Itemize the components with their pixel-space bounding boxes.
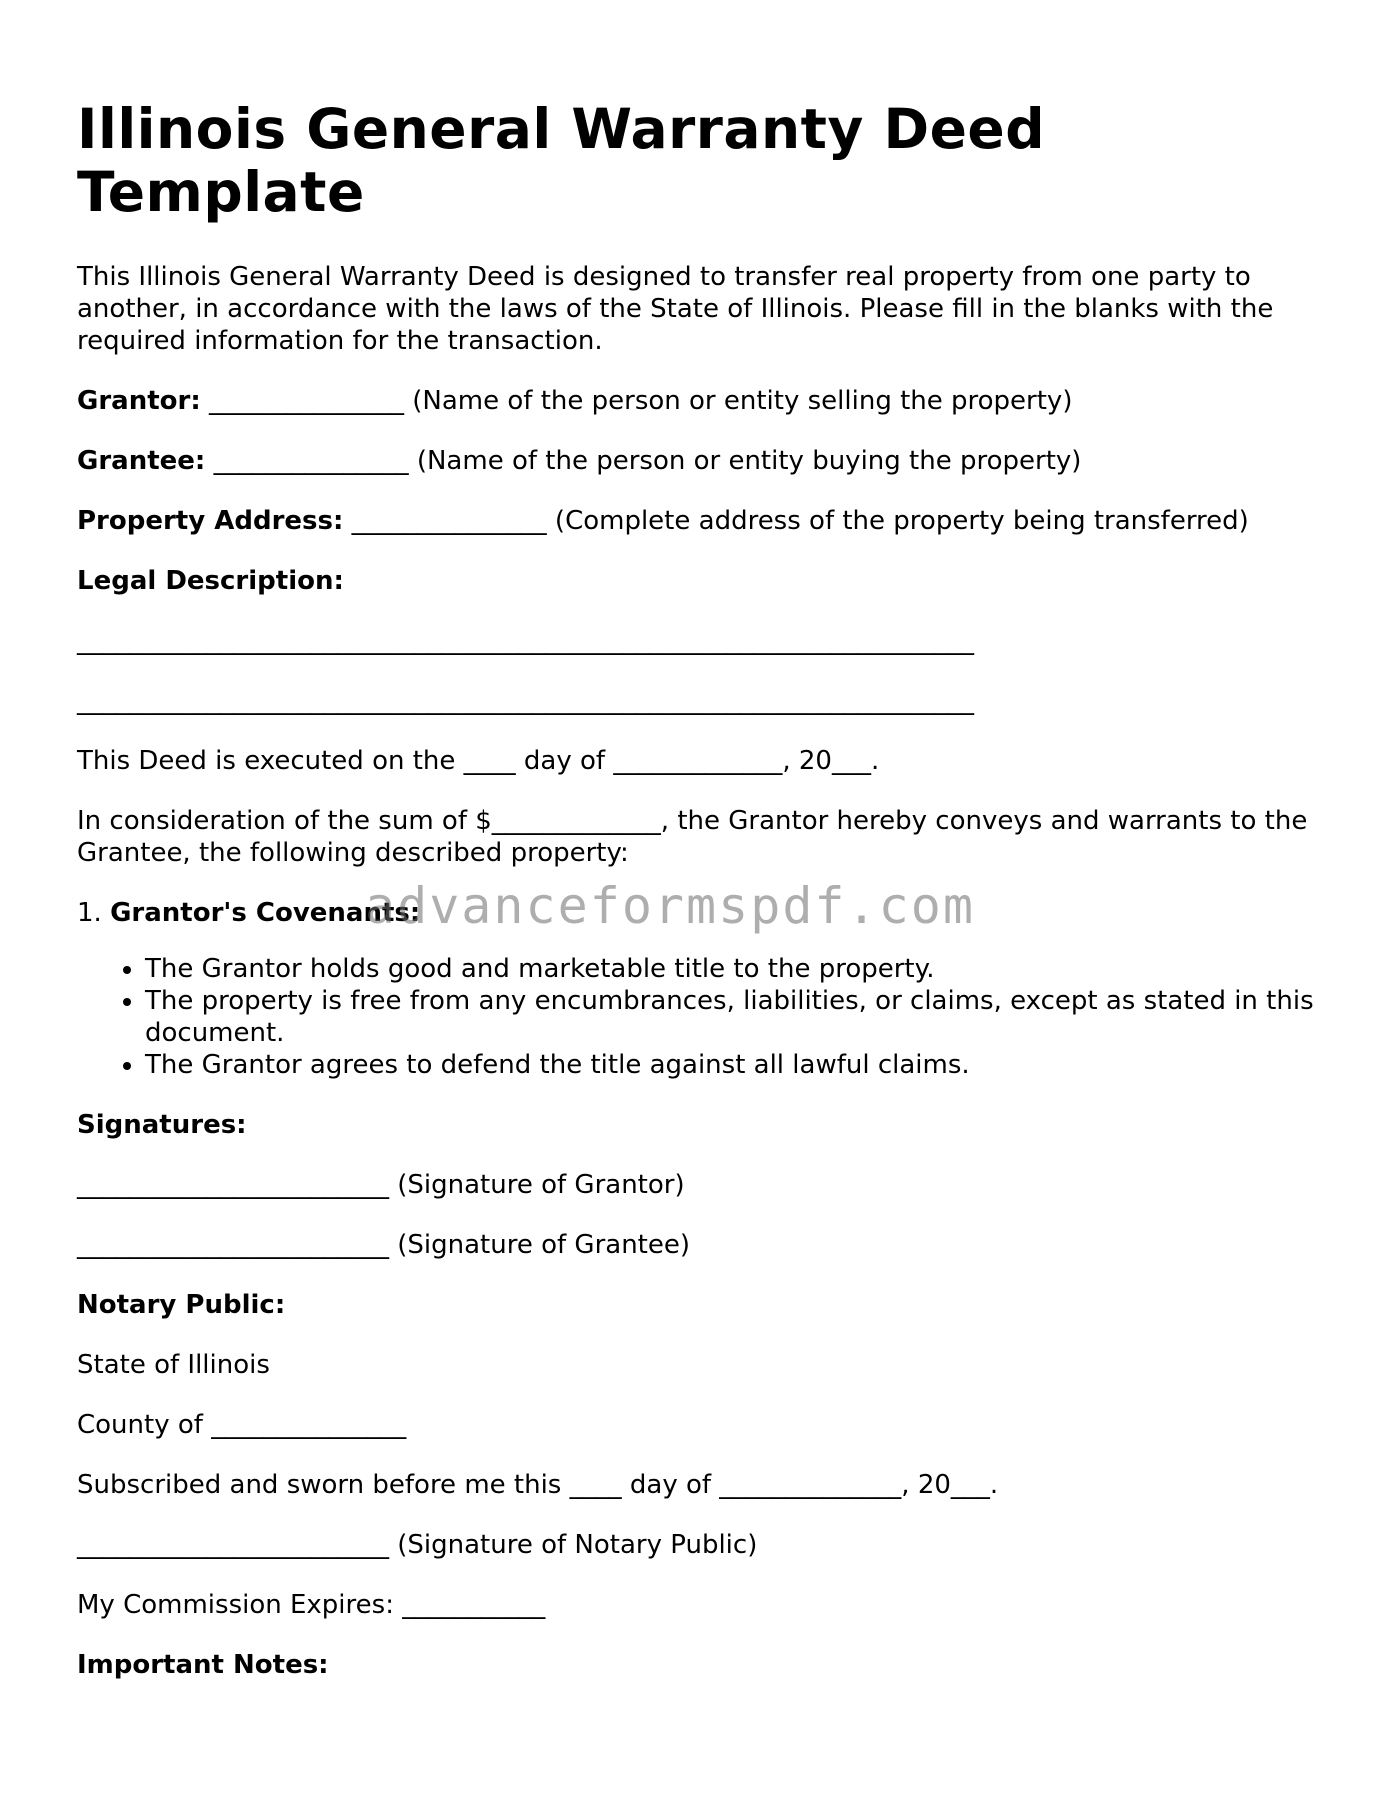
page-title: Illinois General Warranty Deed Template xyxy=(77,97,1046,224)
grantee-signature-line: ________________________ (Signature of Grantee) xyxy=(77,1230,691,1260)
covenants-number: 1. xyxy=(77,898,102,928)
grantee-field xyxy=(77,445,1322,477)
notary-state: State of Illinois xyxy=(77,1350,270,1380)
grantor-label: Grantor: xyxy=(77,386,201,416)
commission-expires-line: My Commission Expires: ___________ xyxy=(77,1590,546,1620)
list-item: • The Grantor agrees to defend the title against all lawful claims. xyxy=(145,1049,1322,1081)
covenants-list xyxy=(77,953,1322,1081)
grantor-blank: _______________ (Name of the person or entity selling the property) xyxy=(200,386,1073,416)
watermark: advanceformspdf.com xyxy=(365,877,975,935)
important-notes-label: Important Notes: xyxy=(77,1650,329,1680)
notary-county: County of _______________ xyxy=(77,1410,407,1440)
notary-label: Notary Public: xyxy=(77,1290,286,1320)
consideration-paragraph: In consideration of the sum of $_____________, the Grantor hereby conveys and warrants to the Grantee, the following described property: xyxy=(77,806,1308,868)
legal-description-label: Legal Description: xyxy=(77,566,344,596)
execution-date-line: This Deed is executed on the ____ day of _____________, 20___. xyxy=(77,746,880,776)
notary-signature-line: ________________________ (Signature of Notary Public) xyxy=(77,1530,758,1560)
covenants-label: Grantor's Covenants: xyxy=(110,898,421,928)
notary-sworn-line: Subscribed and sworn before me this ____ day of ______________, 20___. xyxy=(77,1470,999,1500)
legal-description-line-1: _____________________________________________________________________ xyxy=(77,626,974,656)
intro-paragraph: This Illinois General Warranty Deed is designed to transfer real property from one party to another, in accordance with the laws of the State of Illinois. Please fill in the blanks with the required information for the transaction. xyxy=(77,262,1274,356)
property-address-field xyxy=(77,505,1322,537)
signatures-label: Signatures: xyxy=(77,1110,247,1140)
list-item: • The property is free from any encumbrances, liabilities, or claims, except as stated in this document. xyxy=(145,985,1322,1049)
property-address-blank: _______________ (Complete address of the property being transferred) xyxy=(343,506,1249,536)
grantee-label: Grantee: xyxy=(77,446,206,476)
list-item: • The Grantor holds good and marketable title to the property. xyxy=(145,953,1322,985)
property-address-label: Property Address: xyxy=(77,506,344,536)
grantor-field xyxy=(77,385,1322,417)
grantee-blank: _______________ (Name of the person or entity buying the property) xyxy=(205,446,1082,476)
legal-description-line-2: _____________________________________________________________________ xyxy=(77,686,974,716)
grantor-signature-line: ________________________ (Signature of Grantor) xyxy=(77,1170,685,1200)
